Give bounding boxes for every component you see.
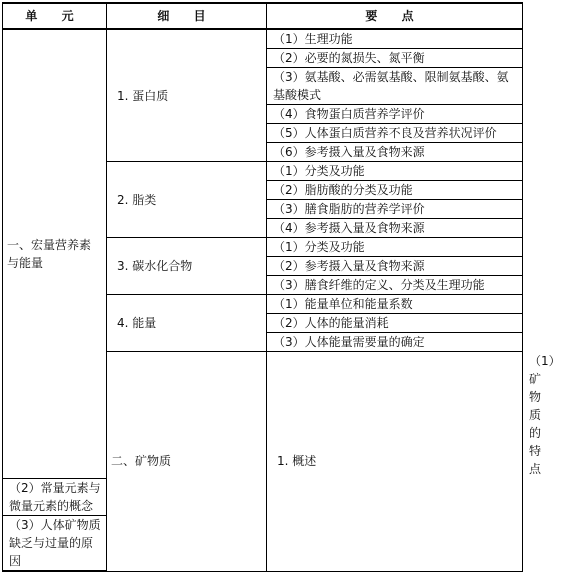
point-cell: （4）食物蛋白质营养学评价: [267, 105, 523, 124]
detail-cell: 2. 脂类: [107, 162, 267, 238]
point-cell: （2）人体的能量消耗: [267, 314, 523, 333]
point-cell: （2）脂肪酸的分类及功能: [267, 181, 523, 200]
point-cell: （3）膳食脂肪的营养学评价: [267, 200, 523, 219]
detail-cell: 3. 碳水化合物: [107, 238, 267, 295]
table-row: [3, 29, 523, 49]
header-detail: 细 目: [107, 3, 267, 29]
point-cell: （1）生理功能: [267, 29, 523, 49]
point-cell: （2）参考摄入量及食物来源: [267, 257, 523, 276]
point-cell: （1）能量单位和能量系数: [267, 295, 523, 314]
header-unit: 单 元: [3, 3, 107, 29]
point-cell: （6）参考摄入量及食物来源: [267, 143, 523, 162]
detail-cell: 1. 蛋白质: [107, 29, 267, 162]
unit-cell: 一、宏量营养素与能量: [3, 29, 107, 479]
point-cell: （1）分类及功能: [267, 238, 523, 257]
point-cell: （3）人体矿物质缺乏与过量的原因: [3, 516, 107, 572]
header-point: 要 点: [267, 3, 523, 29]
point-cell: （2）常量元素与微量元素的概念: [3, 479, 107, 516]
detail-cell: 4. 能量: [107, 295, 267, 352]
point-cell: （3）氨基酸、必需氨基酸、限制氨基酸、氨基酸模式: [267, 68, 523, 105]
point-cell: （1）分类及功能: [267, 162, 523, 181]
syllabus-table: [2, 2, 561, 572]
point-cell: （2）必要的氮损失、氮平衡: [267, 49, 523, 68]
table-header-row: [3, 3, 523, 29]
point-cell: （4）参考摄入量及食物来源: [267, 219, 523, 238]
unit-cell: 二、矿物质: [107, 352, 267, 572]
point-cell: （3）膳食纤维的定义、分类及生理功能: [267, 276, 523, 295]
table-row: 二、矿物质 1. 概述 （1）矿物质的特点: [3, 352, 523, 479]
point-cell: （5）人体蛋白质营养不良及营养状况评价: [267, 124, 523, 143]
detail-cell: 1. 概述: [267, 352, 523, 572]
point-cell: （3）人体能量需要量的确定: [267, 333, 523, 352]
